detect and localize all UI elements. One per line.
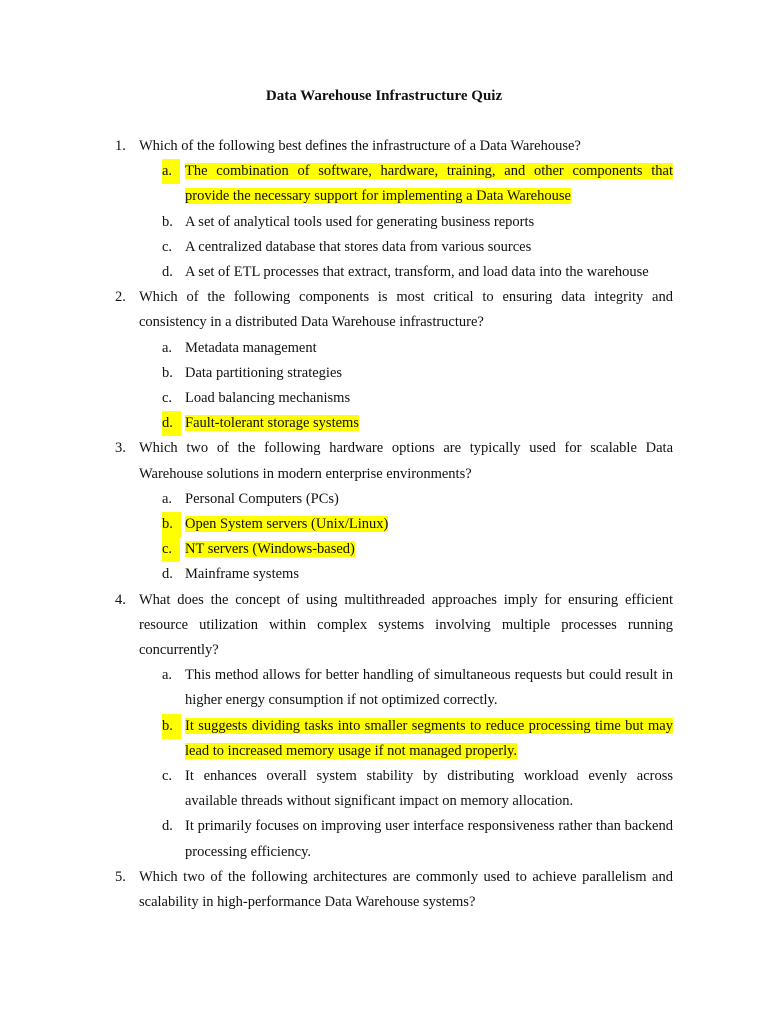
option-letter: c.: [162, 390, 173, 407]
option-text: It primarily focuses on improving user interface responsiveness rather than backend processing efficiency.: [185, 818, 673, 860]
question-number: 5.: [115, 868, 126, 885]
option-text-block: [185, 260, 673, 285]
option-text: Data partitioning strategies: [185, 364, 343, 381]
option-letter: b.: [162, 213, 173, 230]
option-text-block: [185, 537, 673, 562]
question-number: 4.: [115, 591, 126, 608]
option-letter: d.: [162, 818, 173, 835]
option-list: [0, 159, 768, 285]
highlighted-answer-option: [0, 714, 768, 764]
option-letter: c.: [162, 238, 173, 255]
option-text-block: [185, 411, 673, 436]
option-text: Personal Computers (PCs): [185, 490, 339, 507]
option-text-block: [185, 159, 673, 209]
option-letter: a.: [162, 490, 173, 507]
option-text-block: [185, 386, 673, 411]
option-text-block: [185, 764, 673, 814]
highlighted-answer-option: [0, 159, 768, 209]
option-text: It enhances overall system stability by distributing workload evenly across available threads without significant impact on memory allocation.: [185, 768, 673, 810]
option-list: [0, 336, 768, 437]
option-text: It suggests dividing tasks into smaller segments to reduce processing time but may lead to increased memory usage if not managed properly.: [185, 717, 673, 759]
question-text: What does the concept of using multithreaded approaches imply for ensuring efficient resource utilization within complex systems involving multiple processes running concurrently?: [139, 591, 673, 659]
question-item: [0, 588, 768, 865]
option-text: A set of ETL processes that extract, transform, and load data into the warehouse: [185, 264, 649, 281]
question-item: [0, 436, 768, 587]
option-text: Load balancing mechanisms: [185, 390, 351, 407]
option-text: A centralized database that stores data from various sources: [185, 238, 532, 255]
question-number: 1.: [115, 138, 126, 154]
question-item: [0, 285, 768, 436]
option-text-block: [185, 814, 673, 864]
option-text: This method allows for better handling of simultaneous requests but could result in higher energy consumption if not optimized correctly.: [185, 667, 673, 709]
document-title: Data Warehouse Infrastructure Quiz: [265, 88, 503, 104]
option-letter: a.: [162, 667, 173, 684]
answer-option: [0, 361, 768, 386]
option-text: The combination of software, hardware, training, and other components that provide the necessary support for implementing a Data Warehouse: [185, 163, 673, 205]
answer-option: [0, 235, 768, 260]
option-letter: d.: [162, 411, 181, 436]
answer-option: [0, 562, 768, 587]
answer-option: [0, 814, 768, 864]
option-text-block: [185, 361, 673, 386]
answer-option: [0, 336, 768, 361]
option-text-block: [185, 562, 673, 587]
question-text: Which two of the following architectures are commonly used to achieve parallelism and scalability in high-performance Data Warehouse systems?: [139, 868, 673, 911]
answer-option: [0, 210, 768, 235]
option-letter: b.: [162, 512, 181, 537]
option-text: Mainframe systems: [185, 566, 299, 583]
option-letter: c.: [162, 768, 173, 785]
highlighted-answer-option: [0, 512, 768, 537]
option-letter: a.: [162, 159, 180, 184]
option-list: [0, 487, 768, 588]
option-text: Open System servers (Unix/Linux): [185, 516, 389, 533]
option-text-block: [185, 487, 673, 512]
highlighted-answer-option: [0, 537, 768, 562]
option-text: Fault-tolerant storage systems: [185, 415, 359, 432]
answer-option: [0, 663, 768, 713]
answer-option: [0, 386, 768, 411]
question-number: 3.: [115, 440, 126, 457]
question-list: [0, 134, 768, 915]
option-text-block: [185, 714, 673, 764]
option-text: NT servers (Windows-based): [185, 541, 355, 558]
answer-option: [0, 487, 768, 512]
question-item: [0, 865, 768, 915]
option-letter: b.: [162, 714, 181, 739]
answer-option: [0, 260, 768, 285]
option-letter: c.: [162, 537, 180, 562]
answer-option: [0, 764, 768, 814]
option-text-block: [185, 336, 673, 361]
option-text-block: [185, 210, 673, 235]
option-text: A set of analytical tools used for generating business reports: [185, 213, 535, 230]
question-text: Which of the following components is most critical to ensuring data integrity and consistency in a distributed Data Warehouse infrastructure?: [139, 289, 673, 331]
option-letter: d.: [162, 566, 173, 583]
question-text: Which of the following best defines the infrastructure of a Data Warehouse?: [139, 138, 581, 154]
question-item: [0, 134, 768, 285]
option-letter: b.: [162, 364, 173, 381]
option-text-block: [185, 512, 673, 537]
question-number: 2.: [115, 289, 126, 306]
option-letter: d.: [162, 264, 173, 281]
option-text-block: [185, 663, 673, 713]
question-text: Which two of the following hardware options are typically used for scalable Data Warehouse solutions in modern enterprise environments?: [139, 440, 673, 482]
option-text-block: [185, 235, 673, 260]
option-text: Metadata management: [185, 339, 317, 356]
option-letter: a.: [162, 339, 173, 356]
highlighted-answer-option: [0, 411, 768, 436]
option-list: [0, 663, 768, 865]
